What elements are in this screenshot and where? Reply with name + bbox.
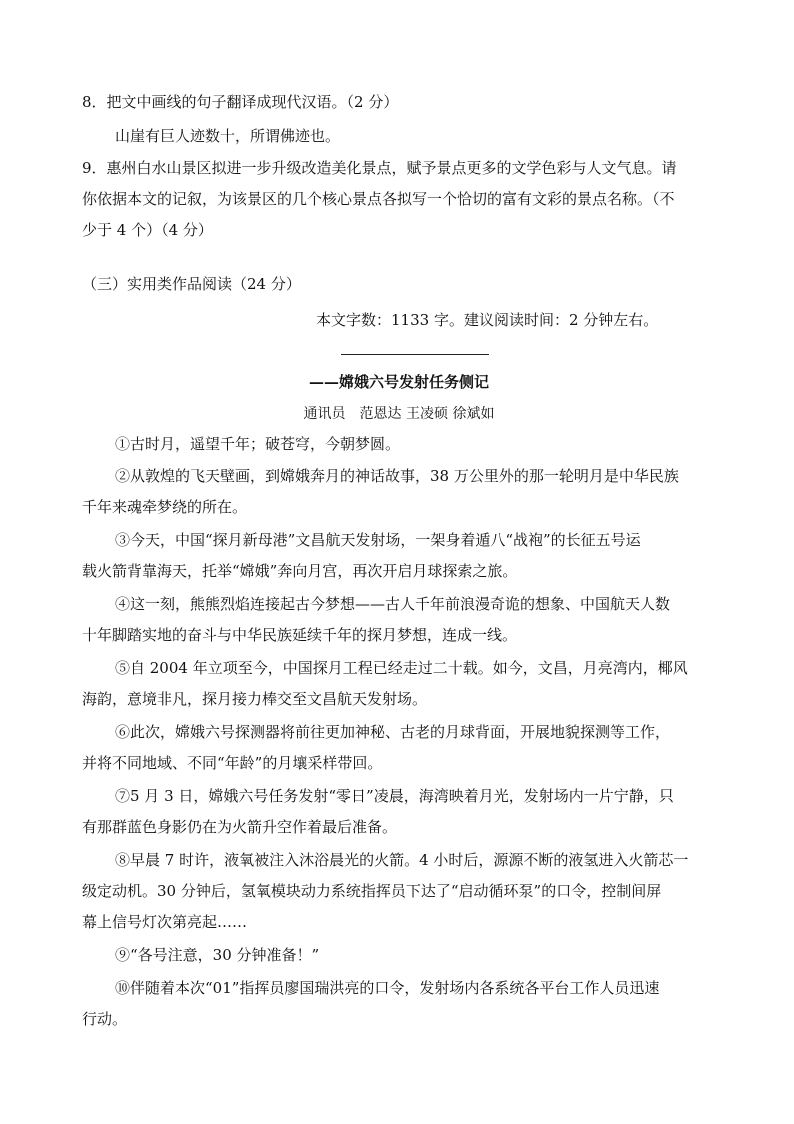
paragraph-6-line-1: ⑥此次，嫦娥六号探测器将前往更加神秘、古老的月球背面，开展地貌探测等工作， bbox=[115, 723, 671, 741]
question-8: 8．把文中画线的句子翻译成现代汉语。（2 分） bbox=[82, 93, 399, 111]
title-blank-line bbox=[341, 354, 489, 355]
question-9-line-2: 你依据本文的记叙，为该景区的几个核心景点各拟写一个恰切的富有文彩的景点名称。（不 bbox=[82, 190, 675, 208]
paragraph-9: ⑨“各号注意，30 分钟准备！” bbox=[115, 946, 320, 964]
paragraph-3-line-1: ③今天，中国“探月新母港”文昌航天发射场，一架身着遁八“战袍”的长征五号运 bbox=[115, 531, 641, 549]
word-count: 本文字数：1133 字。建议阅读时间：2 分钟左右。 bbox=[316, 311, 659, 329]
question-8-sentence: 山崖有巨人迹数十，所谓佛迹也。 bbox=[115, 127, 341, 145]
paragraph-5-line-2: 海韵，意境非凡，探月接力棒交至文昌航天发射场。 bbox=[82, 690, 428, 708]
paragraph-4-line-1: ④这一刻，熊熊烈焰连接起古今梦想——古人千年前浪漫奇诡的想象、中国航天人数 bbox=[115, 595, 671, 613]
paragraph-1: ①古时月，遥望千年；破苍穹，今朝梦圆。 bbox=[115, 435, 401, 453]
paragraph-7-line-2: 有那群蓝色身影仍在为火箭升空作着最后准备。 bbox=[82, 818, 398, 836]
paragraph-8-line-2: 级定动机。30 分钟后，氢氧模块动力系统指挥员下达了“启动循环泵”的口令，控制间屏 bbox=[82, 882, 662, 900]
question-9-line-1: 9．惠州白水山景区拟进一步升级改造美化景点，赋予景点更多的文学色彩与人文气息。请 bbox=[82, 159, 677, 177]
paragraph-10-line-1: ⑩伴随着本次“01”指挥员廖国瑞洪亮的口令，发射场内各系统各平台工作人员迅速 bbox=[115, 979, 660, 997]
paragraph-2-line-2: 千年来魂牵梦绕的所在。 bbox=[82, 498, 248, 516]
paragraph-7-line-1: ⑦5 月 3 日，嫦娥六号任务发射“零日”凌晨，海湾映着月光，发射场内一片宁静，只 bbox=[115, 787, 674, 805]
paragraph-8-line-1: ⑧早晨 7 时许，液氧被注入沐浴晨光的火箭。4 小时后，源源不断的液氢进入火箭芯一 bbox=[115, 851, 689, 869]
section-heading: （三）实用类作品阅读（24 分） bbox=[82, 275, 301, 293]
article-subtitle: ——嫦娥六号发射任务侧记 bbox=[308, 373, 489, 391]
paragraph-4-line-2: 十年脚踏实地的奋斗与中华民族延续千年的探月梦想，连成一线。 bbox=[82, 626, 518, 644]
question-9-line-3: 少于 4 个）（4 分） bbox=[82, 221, 213, 239]
paragraph-5-line-1: ⑤自 2004 年立项至今，中国探月工程已经走过二十载。如今，文昌，月亮湾内，椰风 bbox=[115, 659, 688, 677]
article-authors: 通讯员 范恩达 王凌硕 徐斌如 bbox=[303, 406, 495, 422]
paragraph-6-line-2: 并将不同地域、不同“年龄”的月壤采样带回。 bbox=[82, 754, 383, 772]
paragraph-8-line-3: 幕上信号灯次第亮起…… bbox=[82, 913, 248, 931]
paragraph-2-line-1: ②从敦煌的飞天壁画，到嫦娥奔月的神话故事，38 万公里外的那一轮明月是中华民族 bbox=[115, 467, 679, 485]
paragraph-10-line-2: 行动。 bbox=[82, 1010, 128, 1028]
paragraph-3-line-2: 载火箭背靠海天，托举“嫦娥”奔向月宫，再次开启月球探索之旅。 bbox=[82, 562, 518, 580]
